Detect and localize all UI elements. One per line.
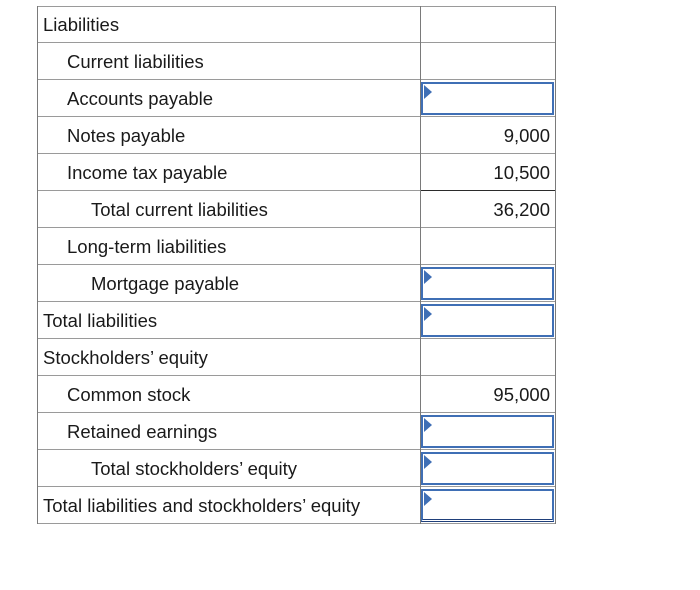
table-row-accounts-payable xyxy=(37,80,556,117)
total-liabilities-and-stockholders-equity-input[interactable] xyxy=(421,489,554,522)
row-label-cell xyxy=(37,154,420,191)
amount-value: 9,000 xyxy=(503,125,550,146)
row-value-cell xyxy=(420,228,556,265)
table-row-retained-earnings xyxy=(37,413,556,450)
table-row-total-stockholders-equity xyxy=(37,450,556,487)
row-label: Stockholders’ equity xyxy=(43,347,208,368)
row-label: Total liabilities and stockholders’ equity xyxy=(43,495,361,516)
retained-earnings-input[interactable] xyxy=(421,415,554,448)
row-value-cell xyxy=(420,6,556,43)
row-label: Total stockholders’ equity xyxy=(91,458,298,479)
row-value-cell xyxy=(420,191,556,228)
row-label-cell xyxy=(37,413,420,450)
row-label: Current liabilities xyxy=(67,51,204,72)
input-flag-icon xyxy=(424,307,432,321)
input-flag-icon xyxy=(424,492,432,506)
input-flag-icon xyxy=(424,455,432,469)
table-row-liabilities xyxy=(37,6,556,43)
balance-sheet-table xyxy=(37,6,556,524)
row-value-cell xyxy=(420,376,556,413)
row-value-cell xyxy=(420,413,556,450)
row-label: Long-term liabilities xyxy=(67,236,227,257)
accounts-payable-input[interactable] xyxy=(421,82,554,115)
amount-value: 10,500 xyxy=(493,162,550,183)
table-row-income-tax-payable xyxy=(37,154,556,191)
row-label: Liabilities xyxy=(43,14,120,35)
row-label: Notes payable xyxy=(67,125,186,146)
table-row-stockholders-equity xyxy=(37,339,556,376)
row-label-cell xyxy=(37,6,420,43)
row-label-cell xyxy=(37,302,420,339)
row-label-cell xyxy=(37,339,420,376)
row-label-cell xyxy=(37,117,420,154)
row-label: Common stock xyxy=(67,384,191,405)
table-row-current-liabilities xyxy=(37,43,556,80)
mortgage-payable-input[interactable] xyxy=(421,267,554,300)
row-value-cell xyxy=(420,265,556,302)
row-value-cell xyxy=(420,339,556,376)
table-row-long-term-liabilities xyxy=(37,228,556,265)
table-row-total-liabilities-and-stockholders-equity xyxy=(37,487,556,524)
table-row-notes-payable xyxy=(37,117,556,154)
row-label-cell xyxy=(37,43,420,80)
row-label: Total liabilities xyxy=(43,310,158,331)
row-value-cell xyxy=(420,43,556,80)
table-row-common-stock xyxy=(37,376,556,413)
row-value-cell xyxy=(420,302,556,339)
table-row-total-liabilities xyxy=(37,302,556,339)
table-row-mortgage-payable xyxy=(37,265,556,302)
row-value-cell xyxy=(420,117,556,154)
row-label: Accounts payable xyxy=(67,88,214,109)
input-flag-icon xyxy=(424,85,432,99)
amount-value: 36,200 xyxy=(493,199,550,220)
row-label-cell xyxy=(37,376,420,413)
row-value-cell xyxy=(420,487,556,524)
row-label-cell xyxy=(37,487,420,524)
row-label-cell xyxy=(37,228,420,265)
row-label-cell xyxy=(37,80,420,117)
row-label-cell xyxy=(37,191,420,228)
row-value-cell xyxy=(420,450,556,487)
row-label: Mortgage payable xyxy=(91,273,240,294)
table-row-total-current-liabilities xyxy=(37,191,556,228)
row-label: Retained earnings xyxy=(67,421,218,442)
total-liabilities-input[interactable] xyxy=(421,304,554,337)
total-stockholders-equity-input[interactable] xyxy=(421,452,554,485)
row-label-cell xyxy=(37,450,420,487)
row-label-cell xyxy=(37,265,420,302)
amount-value: 95,000 xyxy=(493,384,550,405)
row-label: Total current liabilities xyxy=(91,199,268,220)
row-label: Income tax payable xyxy=(67,162,228,183)
input-flag-icon xyxy=(424,418,432,432)
row-value-cell xyxy=(420,154,556,191)
input-flag-icon xyxy=(424,270,432,284)
row-value-cell xyxy=(420,80,556,117)
